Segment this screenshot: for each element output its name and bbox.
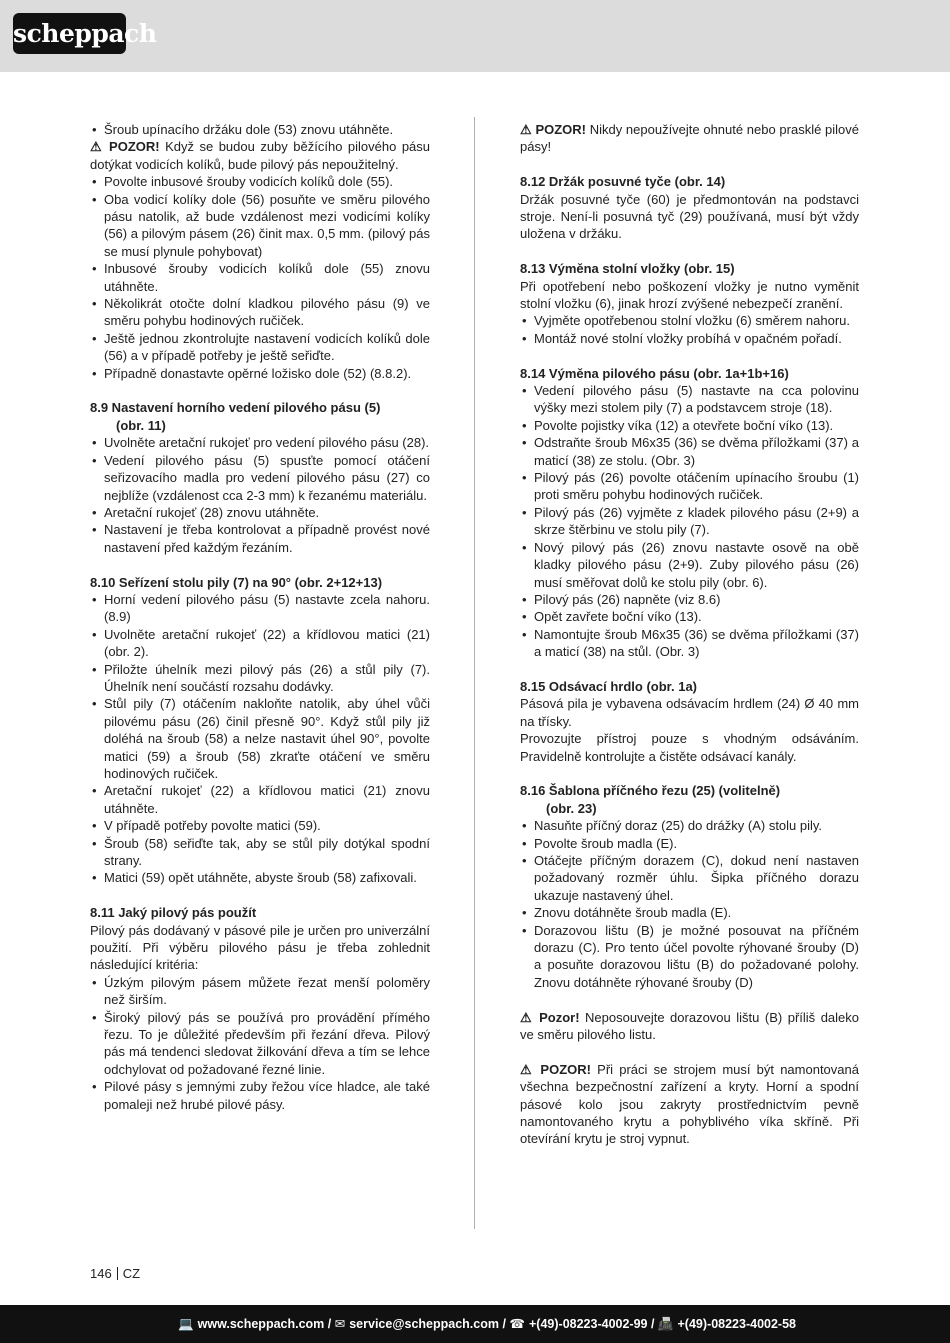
footer-website: www.scheppach.com / <box>197 1317 332 1331</box>
list-item: • Pilový pás (26) povolte otáčením upínacího šroubu (1) proti směru pohybu hodinových ručiček. <box>520 469 859 504</box>
list-item: • Nastavení je třeba kontrolovat a případně provést nové nastavení před každým řezáním. <box>90 521 430 556</box>
section-heading-8-13: 8.13 Výměna stolní vložky (obr. 15) <box>520 261 735 277</box>
list-item: • Stůl pily (7) otáčením nakloňte natolik, aby úhel vůči pilovému pásu (26) činil přesně 90°. Když stůl pily již doléhá na šroub (58) a nelze nastavit úhel 90°, povolte matici (59) a šroub (58) zkraťte otáčení ve směru hodinových ručiček. <box>90 695 430 782</box>
bullet-list <box>520 312 859 347</box>
bullet-list <box>520 817 859 991</box>
section-heading-8-9: 8.9 Nastavení horního vedení pilového pásu (5) (obr. 11) <box>90 400 381 433</box>
list-item: • Inbusové šrouby vodicích kolíků dole (55) znovu utáhněte. <box>90 260 430 295</box>
list-item: • Horní vedení pilového pásu (5) nastavte zcela nahoru. (8.9) <box>90 591 430 626</box>
section-text: Provozujte přístroj pouze s vhodným odsáváním. Pravidelně kontrolujte a čistěte odsávací kanály. <box>520 731 859 764</box>
footer-phone: +(49)-08223-4002-99 / <box>529 1317 655 1331</box>
warning-paragraph <box>520 121 859 156</box>
list-item: • Případně donastavte opěrné ložisko dole (52) (8.8.2). <box>90 365 430 382</box>
warning-label: Pozor! <box>539 1009 580 1025</box>
list-item: • Vyjměte opotřebenou stolní vložku (6) směrem nahoru. <box>520 312 859 329</box>
list-item: • Ještě jednou zkontrolujte nastavení vodicích kolíků dole (56) a v případě potřeby je ještě seřiďte. <box>90 330 430 365</box>
fax-icon: 📠 <box>657 1317 674 1331</box>
warning-icon: ⚠ <box>520 1009 534 1025</box>
bullet-list <box>520 382 859 661</box>
warning-label: POZOR! <box>109 139 160 155</box>
page-header <box>0 0 950 72</box>
warning-label: POZOR! <box>535 122 587 137</box>
bullet-list <box>90 591 430 887</box>
list-item: • Vedení pilového pásu (5) spusťte pomocí otáčení seřizovacího madla pro vedení pilového pásu (27) co nejblíže (vzdálenost cca 2-3 mm) k řezanému materiálu. <box>90 452 430 504</box>
bullet-list <box>90 974 430 1113</box>
envelope-icon: ✉ <box>334 1317 346 1331</box>
bullet-list <box>90 121 430 138</box>
list-item: • Šroub upínacího držáku dole (53) znovu utáhněte. <box>90 121 430 138</box>
section-heading-8-16: 8.16 Šablona příčného řezu (25) (volitelně) (obr. 23) <box>520 783 781 816</box>
list-item: • Pilový pás (26) napněte (viz 8.6) <box>520 591 859 608</box>
list-item: • Povolte inbusové šrouby vodicích kolíků dole (55). <box>90 173 430 190</box>
warning-icon: ⚠ <box>520 122 532 137</box>
warning-paragraph <box>520 1009 859 1044</box>
list-item: • Matici (59) opět utáhněte, abyste šroub (58) zafixovali. <box>90 869 430 886</box>
section-text: Při opotřebení nebo poškození vložky je nutno vyměnit stolní vložku (6), jinak hrozí zvýšené nebezpečí zranění. <box>520 278 859 312</box>
section-text: Držák posuvné tyče (60) je předmontován na podstavci stroje. Není-li posuvná tyč (29) používaná, musí být vždy uložena v držáku. <box>520 191 859 242</box>
list-item: • Dorazovou lištu (B) je možné posouvat na příčném dorazu (C). Pro tento účel povolte rýhované šrouby (D) a posuňte dorazovou lištu (B) do požadované polohy. Znovu dotáhněte rýhované šrouby (D) <box>520 922 859 992</box>
list-item: • Opět zavřete boční víko (13). <box>520 608 859 625</box>
warning-text: Při práci se strojem musí být namontovaná všechna bezpečnostní zařízení a kryty. Horní a spodní pásové kolo jsou zakryty prostřednictvím pevně namontovaného krytu a pohyblivého víka skříně. Při otevírání krytu je stroj vypnut. <box>520 1061 859 1147</box>
footer-fax: +(49)-08223-4002-58 <box>677 1317 796 1331</box>
list-item: • Aretační rukojeť (22) a křídlovou matici (21) znovu utáhněte. <box>90 782 430 817</box>
list-item: • Oba vodicí kolíky dole (56) posuňte ve směru pilového pásu natolik, až bude vzdálenost mezi vodicími kolíky (56) a pilovým pásem (26) činit max. 0,5 mm. (pilový pás se musí plynule pohybovat) <box>90 191 430 261</box>
warning-paragraph <box>90 138 430 173</box>
list-item: • Pilové pásy s jemnými zuby řežou více hladce, ale také pomaleji než hrubé pilové pásy. <box>90 1078 430 1113</box>
computer-icon: 💻 <box>178 1317 194 1331</box>
warning-text: Když se budou zuby běžícího pilového pásu dotýkat vodicích kolíků, bude pilový pás nepoužitelný. <box>90 139 431 172</box>
page-footer <box>0 1305 950 1343</box>
column-divider <box>474 117 475 1229</box>
list-item: • Otáčejte příčným dorazem (C), dokud není nastaven požadovaný rozměr úhlu. Šipka příčného dorazu ukazuje nastavený úhel. <box>520 852 859 904</box>
list-item: • Několikrát otočte dolní kladkou pilového pásu (9) ve směru pohybu hodinových ručiček. <box>90 295 430 330</box>
right-column <box>520 121 859 1148</box>
list-item: • Úzkým pilovým pásem můžete řezat menší poloměry než širším. <box>90 974 430 1009</box>
page-number-value: 146 <box>90 1266 112 1281</box>
section-heading-8-10: 8.10 Seřízení stolu pily (7) na 90° (obr. 2+12+13) <box>90 574 383 590</box>
list-item: • Aretační rukojeť (28) znovu utáhněte. <box>90 504 430 521</box>
bullet-list <box>90 173 430 382</box>
list-item: • Šroub (58) seřiďte tak, aby se stůl pily dotýkal spodní strany. <box>90 835 430 870</box>
list-item: • Odstraňte šroub M6x35 (36) se dvěma příložkami (37) a maticí (38) ze stolu. (Obr. 3) <box>520 434 859 469</box>
page-language: CZ <box>122 1266 141 1281</box>
section-heading-8-14: 8.14 Výměna pilového pásu (obr. 1a+1b+16) <box>520 365 789 381</box>
warning-paragraph <box>520 1061 859 1148</box>
section-heading-8-12: 8.12 Držák posuvné tyče (obr. 14) <box>520 174 726 190</box>
footer-contact <box>178 1305 796 1343</box>
list-item: • Znovu dotáhněte šroub madla (E). <box>520 904 859 921</box>
footer-email: service@scheppach.com / <box>349 1317 506 1331</box>
list-item: • Povolte šroub madla (E). <box>520 835 859 852</box>
section-text: Pilový pás dodávaný v pásové pile je určen pro univerzální použití. Při výběru pilového pásu je třeba zohlednit následující kritéria: <box>90 922 430 973</box>
page-number-divider <box>117 1267 118 1280</box>
left-column <box>90 121 430 1113</box>
scheppach-logo: scheppach <box>13 13 126 54</box>
warning-text: Nikdy nepoužívejte ohnuté nebo prasklé pilové pásy! <box>520 122 859 155</box>
list-item: • Namontujte šroub M6x35 (36) se dvěma příložkami (37) a maticí (38) na stůl. (Obr. 3) <box>520 626 859 661</box>
list-item: • Nasuňte příčný doraz (25) do drážky (A) stolu pily. <box>520 817 859 834</box>
warning-icon: ⚠ <box>520 1061 535 1077</box>
list-item: • Uvolněte aretační rukojeť (22) a křídlovou matici (21) (obr. 2). <box>90 626 430 661</box>
section-heading-8-15: 8.15 Odsávací hrdlo (obr. 1a) <box>520 678 698 694</box>
list-item: • Vedení pilového pásu (5) nastavte na cca polovinu výšky mezi stolem pily (7) a podstavcem stroje (18). <box>520 382 859 417</box>
page-number <box>90 1266 140 1281</box>
list-item: • Přiložte úhelník mezi pilový pás (26) a stůl pily (7). Úhelník není součástí rozsahu dodávky. <box>90 661 430 696</box>
list-item: • V případě potřeby povolte matici (59). <box>90 817 430 834</box>
list-item: • Nový pilový pás (26) znovu nastavte osově na obě kladky pilového pásu (2+9). Zuby pilového pásu (26) musí směřovat dolů ke stolu pily (obr. 6). <box>520 539 859 591</box>
list-item: • Montáž nové stolní vložky probíhá v opačném pořadí. <box>520 330 859 347</box>
warning-text: Neposouvejte dorazovou lištu (B) příliš daleko ve směru pilového listu. <box>520 1009 859 1043</box>
phone-icon: ☎ <box>509 1317 525 1331</box>
warning-icon: ⚠ <box>90 139 104 155</box>
list-item: • Uvolněte aretační rukojeť pro vedení pilového pásu (28). <box>90 434 430 451</box>
bullet-list <box>90 434 430 556</box>
list-item: • Povolte pojistky víka (12) a otevřete boční víko (13). <box>520 417 859 434</box>
list-item: • Pilový pás (26) vyjměte z kladek pilového pásu (2+9) a skrze štěrbinu ve stolu pily (7). <box>520 504 859 539</box>
warning-label: POZOR! <box>540 1061 591 1077</box>
section-text: Pásová pila je vybavena odsávacím hrdlem (24) Ø 40 mm na třísky. <box>520 696 859 729</box>
section-heading-8-11: 8.11 Jaký pilový pás použít <box>90 905 257 921</box>
list-item: • Široký pilový pás se používá pro provádění přímého řezu. To je důležité především při řezání dřeva. Pilový pás má tendenci sledovat žilkování dřeva a tím se lehce odchylovat od požadované řezné linie. <box>90 1009 430 1079</box>
